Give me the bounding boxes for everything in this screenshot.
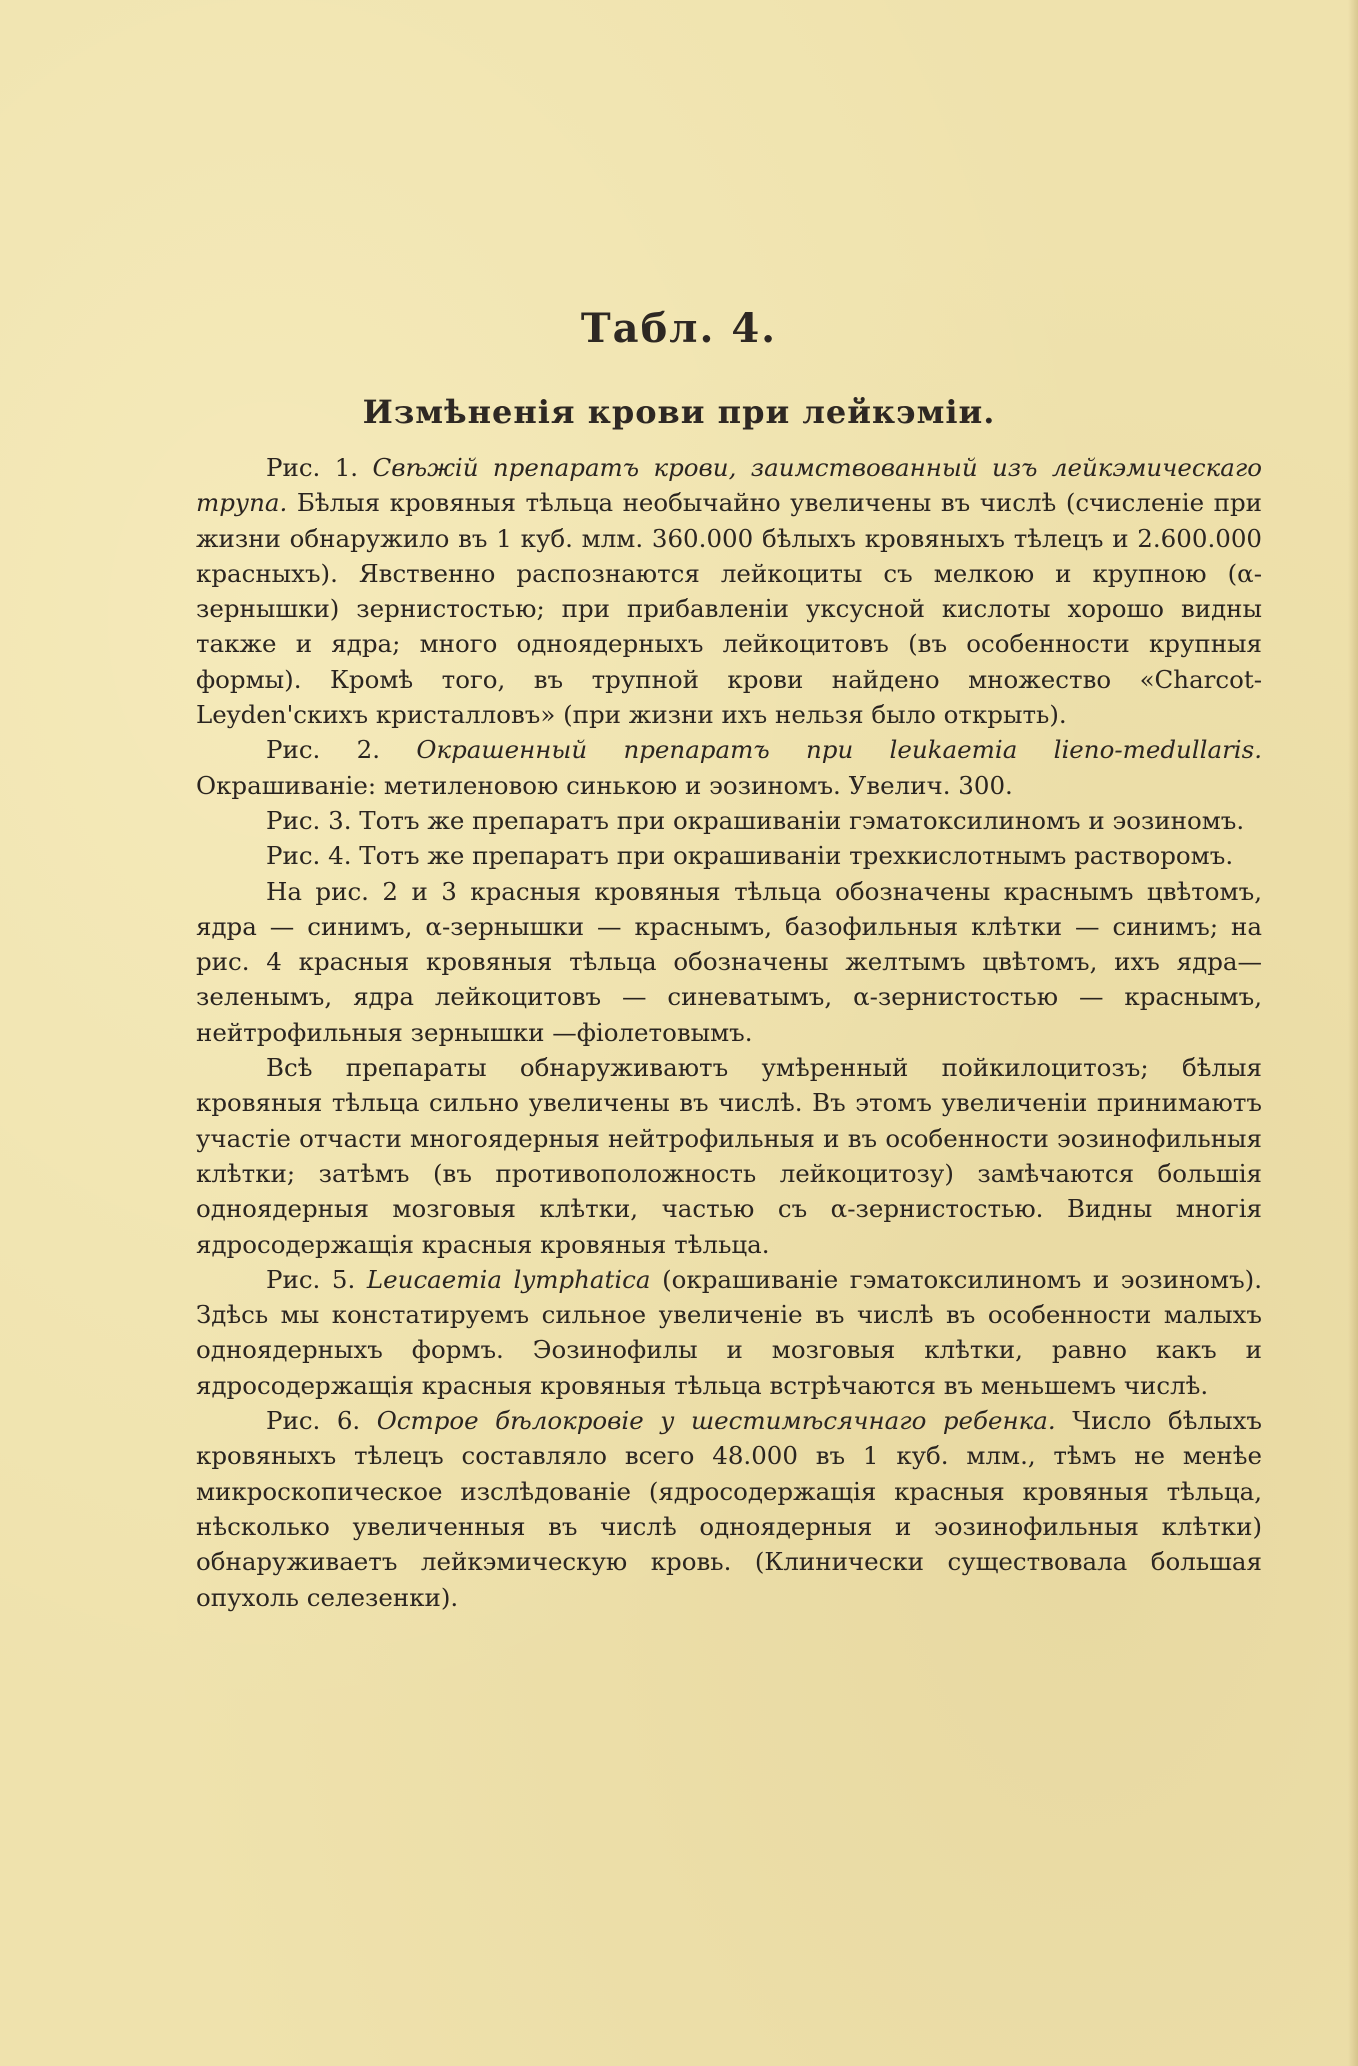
paragraph-text: На рис. 2 и 3 красныя кровяныя тѣльца обозначены краснымъ цвѣтомъ, ядра — синимъ, α-зернышки — краснымъ, базофильныя клѣтки — синимъ; на рис. 4 красныя кровяныя тѣльца обозначены желтымъ цвѣтомъ, ихъ ядра—зеленымъ, ядра лейкоцитовъ — синеватымъ, α-зернистостью — краснымъ, нейтрофильныя зернышки —фіолетовымъ. (196, 876, 1262, 1047)
figure-text: Бѣлыя кровяныя тѣльца необычайно увеличены въ числѣ (счисленіе при жизни обнаружило въ 1 куб. млм. 360.000 бѣлыхъ кровяныхъ тѣлецъ и 2.600.000 красныхъ). Явственно распознаются лейкоциты съ мелкою и крупною (α-зернышки) зернистостью; при прибавленіи уксусной кислоты хорошо видны также и ядра; много одноядерныхъ лейкоцитовъ (въ особенности крупныя формы). Кромѣ того, въ трупной крови найдено множество «Charcot-Leyden'скихъ кристалловъ» (при жизни ихъ нельзя было открыть). (196, 488, 1262, 730)
plate-description (196, 450, 1262, 1615)
page-heading: Измѣненія крови при лейкэміи. (362, 393, 996, 431)
figure-label: Рис. 1. (266, 453, 359, 482)
figure-label: Рис. 2. (266, 735, 381, 765)
color-legend-paragraph (196, 874, 1262, 1050)
figure-title: Leucaemia lymphatica (366, 1264, 651, 1294)
figure-5-paragraph (196, 1262, 1262, 1403)
figure-4-paragraph (196, 838, 1262, 873)
figure-title: Острое бѣлокровіе у шестимѣсячнаго ребенка. (376, 1406, 1056, 1436)
figure-text: (окрашиваніе гэматоксилиномъ и эозиномъ). Здѣсь мы констатируемъ сильное увеличеніе въ числѣ въ особенности малыхъ одноядерныхъ формъ. Эозинофилы и мозговыя клѣтки, равно какъ и ядросодержащія красныя кровяныя тѣльца встрѣчаются въ меньшемъ числѣ. (196, 1264, 1263, 1400)
figure-label: Рис. 5. (266, 1264, 356, 1294)
figure-label: Рис. 3. (266, 805, 352, 835)
figure-title: Свѣжій препаратъ крови, заимствованный изъ лейкэмическаго трупа. (196, 453, 1262, 518)
figure-text: Окрашиваніе: метиленовою синькою и эозиномъ. Увелич. 300. (196, 770, 1013, 800)
figure-2-paragraph (196, 732, 1262, 803)
figure-label: Рис. 4. (266, 841, 352, 871)
paragraph-text: Всѣ препараты обнаруживаютъ умѣренный пойкилоцитозъ; бѣлыя кровяныя тѣльца сильно увеличены въ числѣ. Въ этомъ увеличеніи принимаютъ участіе отчасти многоядерныя нейтрофильныя и въ особенности эозинофильныя клѣтки; затѣмъ (въ противоположность лейкоцитозу) замѣчаются большія одноядерныя мозговыя клѣтки, частью съ α-зернистостью. Видны многія ядросодержащія красныя кровяныя тѣльца. (196, 1053, 1262, 1259)
page-title: Табл. 4. (580, 305, 778, 352)
figure-text: Число бѣлыхъ кровяныхъ тѣлецъ составляло всего 48.000 въ 1 куб. млм., тѣмъ не менѣе микроскопическое изслѣдованіе (ядросодержащія красныя кровяныя тѣльца, нѣсколько увеличенныя въ числѣ одноядерныя и эозинофильныя клѣтки) обнаруживаетъ лейкэмическую кровь. (Клинически существовала большая опухоль селезенки). (196, 1406, 1262, 1612)
summary-paragraph (196, 1050, 1262, 1262)
figure-6-paragraph (196, 1403, 1262, 1615)
figure-label: Рис. 6. (266, 1406, 361, 1436)
figure-text: Тотъ же препаратъ при окрашиваніи гэматоксилиномъ и эозиномъ. (359, 805, 1245, 835)
figure-text: Тотъ же препаратъ при окрашиваніи трехкислотнымъ растворомъ. (359, 841, 1234, 871)
figure-3-paragraph (196, 803, 1262, 838)
figure-title: Окрашенный препаратъ при leukaemia lieno-medullaris. (416, 735, 1262, 765)
figure-1-paragraph (196, 450, 1262, 732)
